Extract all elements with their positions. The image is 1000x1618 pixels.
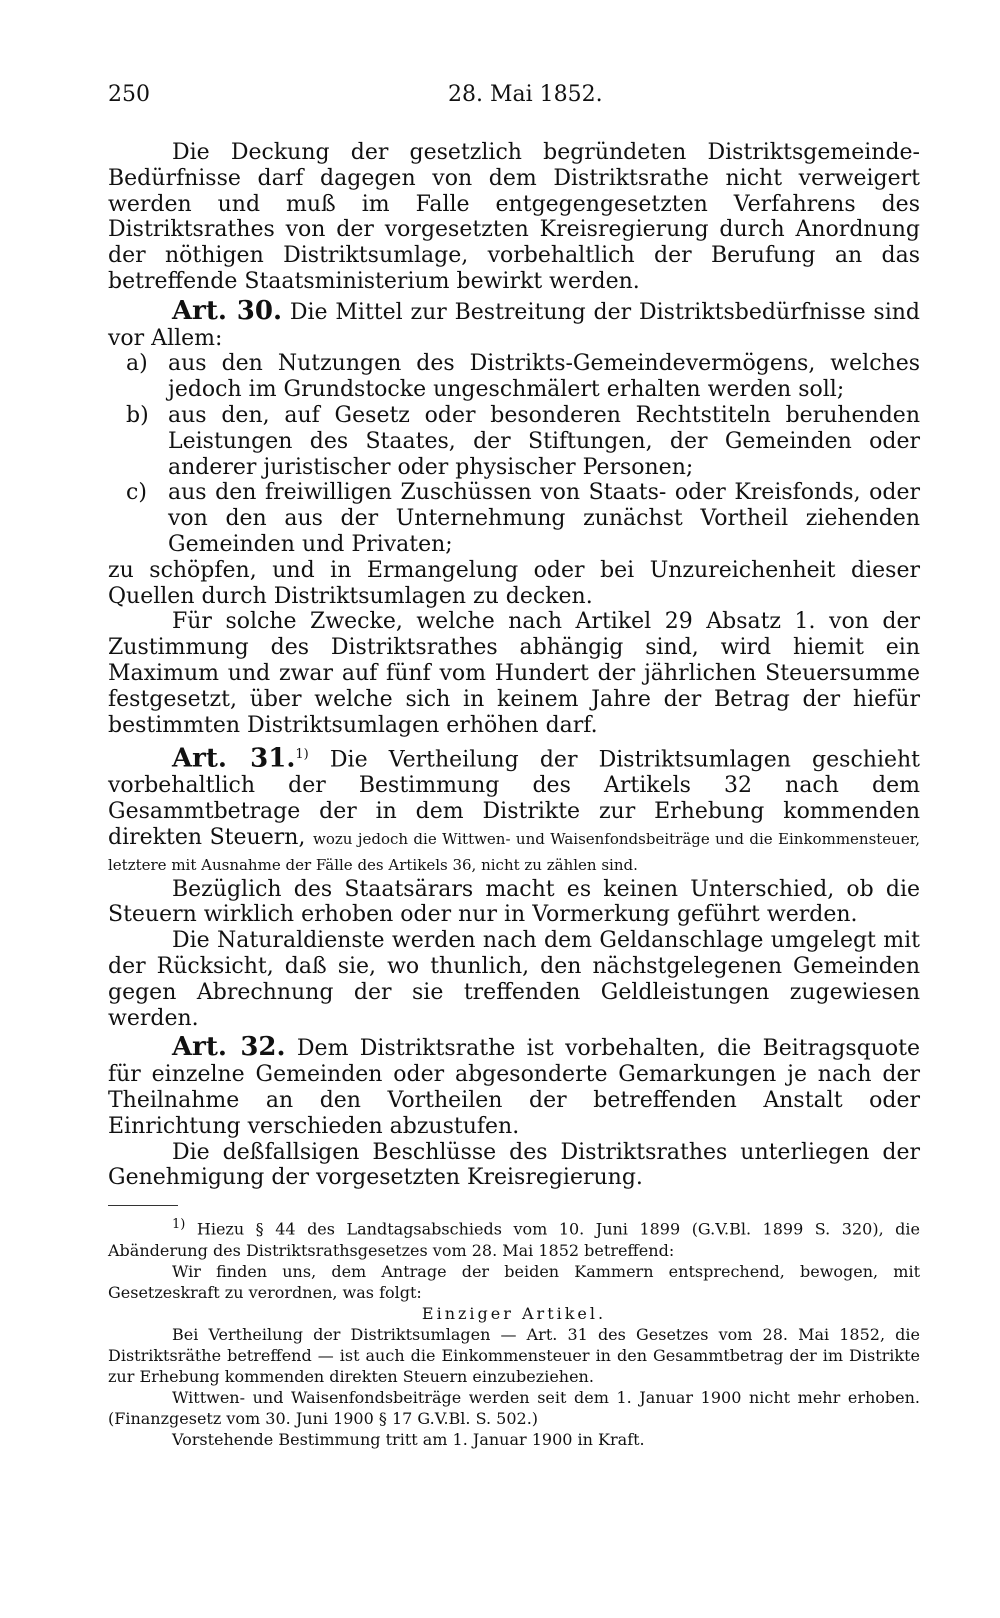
art32-paragraph2: Die deßfallsigen Beschlüsse des Distriktsrathes unterliegen der Genehmigung der vorgesetzten Kreisregierung. [108,1139,920,1191]
page-date: 28. Mai 1852. [448,82,603,107]
art32-text: Dem Distriktsrathe ist vorbehalten, die Beitragsquote für einzelne Gemeinden oder abgesonderte Gemarkungen je nach der Theilnahme an den Vortheilen der betreffenden Anstalt oder Einrichtung verschieden abzustufen. [108,1036,920,1139]
art31-paragraph2: Bezüglich des Staatsärars macht es keinen Unterschied, ob die Steuern wirklich erhoben oder nur in Vormerkung geführt werden. [108,876,920,928]
list-item-text: aus den freiwilligen Zuschüssen von Staats- oder Kreisfonds, oder von den aus der Unternehmung zunächst Vortheil ziehenden Gemeinden und Privaten; [168,480,920,557]
footnote-paragraph: Bei Vertheilung der Distriktsumlagen — Art. 31 des Gesetzes vom 28. Mai 1852, die Distriktsräthe betreffend — ist auch die Einkommensteuer in den Gesammtbetrag der im Distrikte zur Erhebung kommenden direkten Steuern einzubeziehen. [108,1324,920,1386]
footnote-intro: Hiezu § 44 des Landtagsabschieds vom 10. Juni 1899 (G.V.Bl. 1899 S. 320), die Abänderung des Distriktsrathsgesetzes vom 28. Mai 1852 betreffend: [108,1219,921,1260]
footnote-divider [108,1205,178,1206]
art32-paragraph [108,1032,920,1139]
footnote-paragraph: Wir finden uns, dem Antrage der beiden Kammern entsprechend, bewogen, mit Gesetzeskraft zu verordnen, was folgt: [108,1261,920,1302]
art30-closing: zu schöpfen, und in Ermangelung oder bei Unzureichenheit dieser Quellen durch Distriktsumlagen zu decken. [108,557,920,609]
art30-lead: Die Mittel zur Bestreitung der Distriktsbedürfnisse sind vor Allem: [108,299,921,351]
footnote [108,1214,920,1449]
intro-paragraph: Die Deckung der gesetzlich begründeten Distriktsgemeinde-Bedürfnisse darf dagegen von dem Distriktsrathe nicht verweigert werden und muß im Falle entgegengesetzten Verfahrens des Distriktsrathes von der vorgesetzten Kreisregierung durch Anordnung der nöthigen Distriktsumlage, vorbehaltlich der Berufung an das betreffende Staatsministerium bewirkt werden. [108,140,920,294]
art31-heading: Art. 31. [172,743,296,774]
list-item-label: b) [126,402,149,428]
list-item-label: c) [126,480,147,506]
main-text [108,140,920,1450]
footnote-intro-paragraph [108,1214,920,1260]
footnote-mark: 1) [172,1217,186,1233]
page-number: 250 [108,82,150,107]
art30-list [108,351,920,557]
art31-paragraph [108,742,920,876]
art31-inserted-text: wozu jedoch die Wittwen- und Waisenfondsbeiträge und die Einkommensteuer, letztere mit Ausnahme der Fälle des Artikels 36, nicht zu zählen sind. [108,830,921,874]
art30-paragraph2: Für solche Zwecke, welche nach Artikel 29 Absatz 1. von der Zustimmung des Distriktsrathes abhängig sind, wird hiemit ein Maximum und zwar auf fünf vom Hundert der jährlichen Steuersumme festgesetzt, über welche sich in keinem Jahre der Betrag der hiefür bestimmten Distriktsumlagen erhöhen darf. [108,609,920,738]
list-item [108,480,920,557]
list-item-text: aus den, auf Gesetz oder besonderen Rechtstiteln beruhenden Leistungen des Staates, der Stiftungen, der Gemeinden oder anderer juristischer oder physischer Personen; [168,402,920,480]
list-item-text: aus den Nutzungen des Distrikts-Gemeindevermögens, welches jedoch im Grundstocke ungeschmälert erhalten werden soll; [168,351,920,403]
art31-text: Die Vertheilung der Distriktsumlagen geschieht vorbehaltlich der Bestimmung des Artikels 32 nach dem Gesammtbetrage der in dem Distrikte zur Erhebung kommenden direkten Steuern, [108,747,921,851]
footnote-title: Einziger Artikel. [421,1303,607,1323]
page-header [108,82,928,118]
list-item [108,351,920,403]
art32-heading: Art. 32. [172,1032,286,1063]
art30-lead-paragraph [108,295,921,352]
footnote-ref[interactable]: 1) [295,747,309,763]
footnote-paragraph: Wittwen- und Waisenfondsbeiträge werden seit dem 1. Januar 1900 nicht mehr erhoben. (Finanzgesetz vom 30. Juni 1900 § 17 G.V.Bl. S. 502.) [108,1387,920,1428]
art30-heading: Art. 30. [172,295,283,326]
footnote-paragraph: Vorstehende Bestimmung tritt am 1. Januar 1900 in Kraft. [172,1429,645,1449]
list-item [108,403,920,480]
art31-paragraph3: Die Naturaldienste werden nach dem Geldanschlage umgelegt mit der Rücksicht, daß sie, wo thunlich, den nächstgelegenen Gemeinden gegen Abrechnung der sie treffenden Geldleistungen zugewiesen werden. [108,928,920,1031]
list-item-label: a) [126,351,148,377]
